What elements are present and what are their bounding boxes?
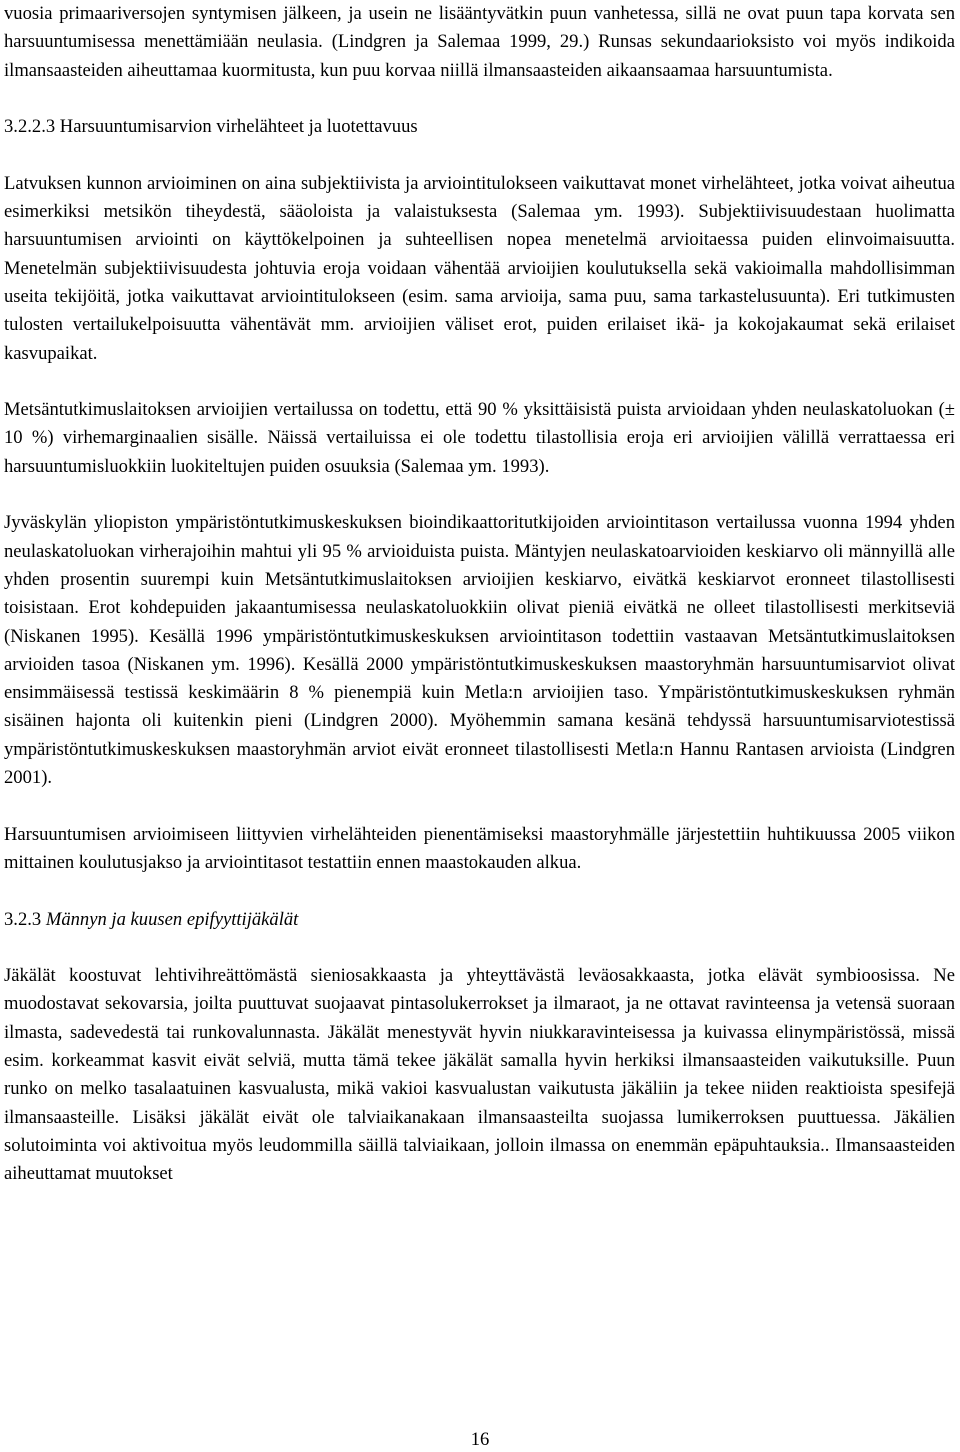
paragraph-jyvaskyla-comparison: Jyväskylän yliopiston ympäristöntutkimuskeskuksen bioindikaattoritutkijoiden arviointitason vertailussa vuonna 1994 yhden neulaskatoluokan virherajoihin mahtui yli 95 % arvioiduista puista. Mäntyjen neulaskatoarvioiden keskiarvo oli männyillä alle yhden prosentin suurempi kuin Metsäntutkimuslaitoksen arvioijien keskiarvo, eivätkä keskiarvot eronneet tilastollisesti toisistaan. Erot kohdepuiden jakaantumisessa neulaskatoluokkiin olivat pieniä eivätkä ne olleet tilastollisesti merkitseviä (Niskanen 1995). Kesällä 1996 ympäristöntutkimuskeskuksen arviointitason todettiin vastaavan Metsäntutkimuslaitoksen arvioiden tasoa (Niskanen ym. 1996). Kesällä 2000 ympäristöntutkimuskeskuksen maastoryhmän harsuuntumisarviot olivat ensimmäisessä testissä keskimäärin 8 % pienempiä kuin Metla:n arvioijien taso. Ympäristöntutkimuskeskuksen ryhmän sisäinen hajonta oli kuitenkin pieni (Lindgren 2000). Myöhemmin samana kesänä tehdyssä harsuuntumisarviotestissä ympäristöntutkimuskeskuksen maastoryhmän arviot eivät eronneet tilastollisesti Metla:n Hannu Rantasen arvioista (Lindgren 2001). [4,512,955,789]
paragraph-error-sources: Latvuksen kunnon arvioiminen on aina subjektiivista ja arviointitulokseen vaikuttavat monet virhelähteet, jotka voivat aiheutua esimerkiksi metsikön tiheydestä, sääoloista ja valaistuksesta (Salemaa ym. 1993). Subjektiivisuudestaan huolimatta harsuuntumisen arviointi on käyttökelpoinen ja suhteellisen nopea menetelmä arvioitaessa puiden elinvoimaisuutta. Menetelmän subjektiivisuudesta johtuvia eroja voidaan vähentää arvioijien koulutuksella sekä vakioimalla mahdollisimman useita tekijöitä, jotka vaikuttavat arviointitulokseen (esim. sama arvioija, sama puu, sama tarkastelusuunta). Eri tutkimusten tulosten vertailukelpoisuutta vähentävät mm. arvioijien väliset erot, puiden erilaiset ikä- ja kokojakaumat sekä erilaiset kasvupaikat. [4,172,955,364]
paragraph-training: Harsuuntumisen arvioimiseen liittyvien virhelähteiden pienentämiseksi maastoryhmälle järjestettiin huhtikuussa 2005 viikon mittainen koulutusjakso ja arviointitasot testattiin ennen maastokauden alkua. [4,823,955,873]
paragraph-gap [4,877,955,905]
section-heading-3-2-3 [4,906,955,934]
paragraph-gap [4,934,955,962]
section-heading-3-2-2-3 [4,113,955,141]
paragraph-continuation: vuosia primaariversojen syntymisen jälkeen, ja usein ne lisääntyvätkin puun vanhetessa, sillä ne ovat puun tapa korvata sen harsuuntumisessa menettämiään neulasia. (Lindgren ja Salemaa 1999, 29.) Runsas sekundaarioksisto voi myös indikoida ilmansaasteiden aiheuttamaa kuormitusta, kun puu korvaa niillä ilmansaasteiden aikaansaamaa harsuuntumista. [4,3,955,81]
page-number: 16 [470,1429,490,1450]
heading-number: 3.2.3 [4,908,42,930]
paragraph-gap [4,481,955,509]
paragraph-gap [4,85,955,113]
paragraph-lichens: Jäkälät koostuvat lehtivihreättömästä sieniosakkaasta ja yhteyttävästä leväosakkaasta, jotka elävät symbioosissa. Ne muodostavat sekovarsia, joilta puuttuvat suojaavat pintasolukerrokset ja ilmaraot, ja ne ottavat ravinteensa ja vetensä suoraan ilmasta, sadevedestä tai runkovalunnasta. Jäkälät menestyvät hyvin niukkaravinteisessa ja kuivassa elinympäristössä, missä esim. korkeammat kasvit eivät selviä, mutta tämä tekee jäkälät samalla hyvin herkiksi ilmansaasteiden vaikutuksille. Puun runko on melko tasalaatuinen kasvualusta, mikä vakioi kasvualustan vaikutusta jäkäliin ja tekee niiden reaktioista spesifejä ilmansaasteille. Lisäksi jäkälät eivät ole talviaikanakaan ilmansaasteilta suojassa lumikerroksen puuttuessa. Jäkälien solutoiminta voi aktivoitua myös leudommilla säillä talviaikaan, jolloin ilmassa on enemmän epäpuhtauksia.. Ilmansaasteiden aiheuttamat muutokset [4,965,955,1185]
paragraph-gap [4,792,955,820]
heading-title: Harsuuntumisarvion virhelähteet ja luotettavuus [59,116,418,138]
paragraph-gap [4,141,955,169]
paragraph-metla-comparison: Metsäntutkimuslaitoksen arvioijien vertailussa on todettu, että 90 % yksittäisistä puista arvioidaan yhden neulaskatoluokan (± 10 %) virhemarginaalien sisälle. Näissä vertailuissa ei ole todettu tilastollisia eroja eri arvioijien välillä verrattaessa eri harsuuntumisluokkiin luokiteltujen puiden osuuksia (Salemaa ym. 1993). [4,399,955,477]
heading-number: 3.2.2.3 [4,116,56,138]
paragraph-gap [4,368,955,396]
heading-title: Männyn ja kuusen epifyyttijäkälät [45,908,299,930]
document-page [4,0,955,1188]
